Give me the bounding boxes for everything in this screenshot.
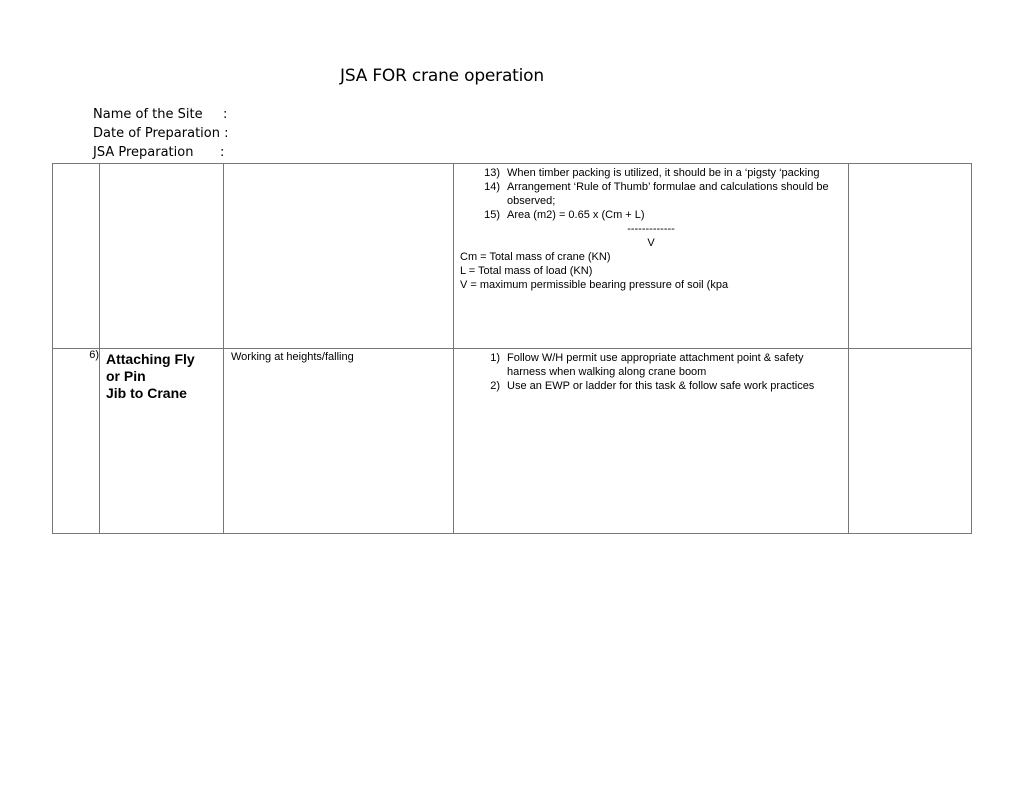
activity-line: Attaching Fly [106, 351, 195, 367]
responsibility-cell [849, 164, 972, 349]
hazard-cell [224, 349, 454, 534]
list-item: 2) Use an EWP or ladder for this task & follow safe work practices [490, 380, 815, 392]
activity-cell [100, 164, 224, 349]
prep-colon: : [220, 145, 225, 160]
list-item: 14) Arrangement ‘Rule of Thumb’ formulae and calculations should be observed; [484, 181, 829, 207]
formula-denominator: V [647, 237, 655, 249]
activity-line: or Pin [106, 368, 146, 384]
list-item: 1) Follow W/H permit use appropriate attachment point & safety harness when walking along crane boom [490, 352, 804, 378]
controls-cell [454, 349, 849, 534]
hazard-text: Working at heights/falling [231, 351, 354, 363]
site-label: Name of the Site [93, 107, 203, 122]
controls-cell [454, 164, 849, 349]
controls-list [460, 351, 842, 393]
meta-date [93, 126, 228, 141]
meta-site [93, 107, 228, 122]
meta-preparation [93, 145, 225, 160]
list-item: 15) Area (m2) = 0.65 x (Cm + L) [484, 209, 645, 221]
formula-divider: ------------- [627, 223, 675, 235]
document-title: JSA FOR crane operation [340, 66, 544, 86]
prep-label: JSA Preparation [93, 145, 194, 160]
jsa-table [52, 163, 972, 534]
activity-cell [100, 349, 224, 534]
step-number-cell [53, 349, 100, 534]
hazard-cell [224, 164, 454, 349]
table-row [53, 164, 972, 349]
controls-list [460, 166, 842, 222]
responsibility-cell [849, 349, 972, 534]
site-colon: : [223, 107, 228, 122]
step-number: 6) [89, 349, 99, 361]
definition-cm: Cm = Total mass of crane (KN) [460, 251, 611, 263]
list-item: 13) When timber packing is utilized, it should be in a ‘pigsty ‘packing [484, 167, 820, 179]
definition-l: L = Total mass of load (KN) [460, 265, 593, 277]
date-label: Date of Preparation : [93, 126, 229, 141]
table-row [53, 349, 972, 534]
step-number-cell [53, 164, 100, 349]
activity-line: Jib to Crane [106, 385, 187, 401]
definition-v: V = maximum permissible bearing pressure of soil (kpa [460, 279, 729, 291]
